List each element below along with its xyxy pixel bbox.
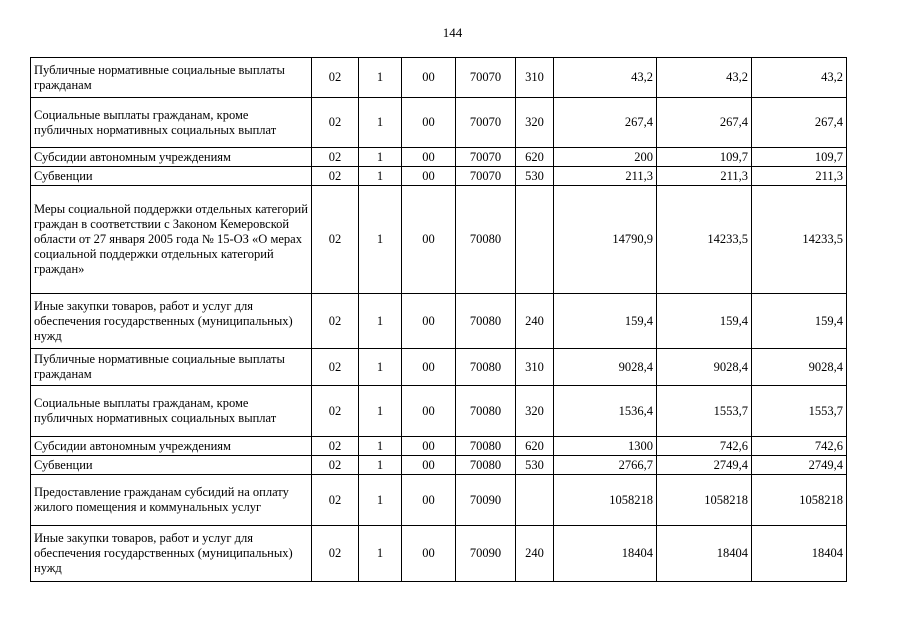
section-code-cell: 02	[312, 58, 359, 98]
direction-code-cell: 70090	[456, 526, 516, 582]
program-code-cell: 1	[359, 148, 402, 167]
amount-year-2-cell: 2749,4	[657, 456, 752, 475]
expense-type-cell: 530	[516, 167, 554, 186]
direction-code-cell: 70080	[456, 437, 516, 456]
amount-year-2-cell: 211,3	[657, 167, 752, 186]
expense-name-cell: Иные закупки товаров, работ и услуг для обеспечения государственных (муниципальных) нужд	[31, 526, 312, 582]
amount-year-2-cell: 159,4	[657, 294, 752, 349]
amount-year-1-cell: 211,3	[554, 167, 657, 186]
amount-year-2-cell: 43,2	[657, 58, 752, 98]
expense-name-cell: Иные закупки товаров, работ и услуг для обеспечения государственных (муниципальных) нужд	[31, 294, 312, 349]
subprogram-code-cell: 00	[402, 349, 456, 386]
amount-year-1-cell: 1300	[554, 437, 657, 456]
amount-year-1-cell: 9028,4	[554, 349, 657, 386]
direction-code-cell: 70080	[456, 186, 516, 294]
direction-code-cell: 70090	[456, 475, 516, 526]
table-row	[31, 294, 847, 349]
table-row	[31, 456, 847, 475]
amount-year-3-cell: 9028,4	[752, 349, 847, 386]
amount-year-3-cell: 18404	[752, 526, 847, 582]
program-code-cell: 1	[359, 58, 402, 98]
expense-name-cell: Социальные выплаты гражданам, кроме публичных нормативных социальных выплат	[31, 98, 312, 148]
amount-year-1-cell: 159,4	[554, 294, 657, 349]
expense-name-cell: Социальные выплаты гражданам, кроме публичных нормативных социальных выплат	[31, 386, 312, 437]
budget-table-body	[31, 58, 847, 582]
amount-year-1-cell: 14790,9	[554, 186, 657, 294]
amount-year-3-cell: 2749,4	[752, 456, 847, 475]
expense-type-cell: 320	[516, 386, 554, 437]
amount-year-2-cell: 14233,5	[657, 186, 752, 294]
direction-code-cell: 70070	[456, 98, 516, 148]
direction-code-cell: 70070	[456, 167, 516, 186]
expense-name-cell: Субвенции	[31, 456, 312, 475]
amount-year-1-cell: 1536,4	[554, 386, 657, 437]
amount-year-1-cell: 43,2	[554, 58, 657, 98]
amount-year-3-cell: 267,4	[752, 98, 847, 148]
table-row	[31, 386, 847, 437]
table-row	[31, 526, 847, 582]
amount-year-1-cell: 267,4	[554, 98, 657, 148]
expense-name-cell: Публичные нормативные социальные выплаты гражданам	[31, 58, 312, 98]
table-row	[31, 58, 847, 98]
expense-type-cell	[516, 186, 554, 294]
table-row	[31, 475, 847, 526]
expense-type-cell: 310	[516, 58, 554, 98]
expense-type-cell: 320	[516, 98, 554, 148]
table-row	[31, 148, 847, 167]
program-code-cell: 1	[359, 437, 402, 456]
program-code-cell: 1	[359, 167, 402, 186]
amount-year-3-cell: 159,4	[752, 294, 847, 349]
expense-type-cell: 620	[516, 148, 554, 167]
section-code-cell: 02	[312, 167, 359, 186]
amount-year-3-cell: 14233,5	[752, 186, 847, 294]
budget-table	[30, 57, 847, 582]
subprogram-code-cell: 00	[402, 526, 456, 582]
amount-year-2-cell: 742,6	[657, 437, 752, 456]
section-code-cell: 02	[312, 437, 359, 456]
direction-code-cell: 70080	[456, 349, 516, 386]
section-code-cell: 02	[312, 186, 359, 294]
amount-year-3-cell: 211,3	[752, 167, 847, 186]
amount-year-3-cell: 109,7	[752, 148, 847, 167]
table-row	[31, 167, 847, 186]
direction-code-cell: 70080	[456, 456, 516, 475]
direction-code-cell: 70080	[456, 294, 516, 349]
amount-year-3-cell: 1058218	[752, 475, 847, 526]
amount-year-3-cell: 1553,7	[752, 386, 847, 437]
expense-name-cell: Субвенции	[31, 167, 312, 186]
amount-year-1-cell: 18404	[554, 526, 657, 582]
direction-code-cell: 70080	[456, 386, 516, 437]
expense-type-cell: 620	[516, 437, 554, 456]
section-code-cell: 02	[312, 526, 359, 582]
expense-type-cell: 240	[516, 294, 554, 349]
expense-name-cell: Меры социальной поддержки отдельных категорий граждан в соответствии с Законом Кемеровской области от 27 января 2005 года № 15-ОЗ «О мерах социальной поддержки отдельных категорий граждан»	[31, 186, 312, 294]
expense-type-cell: 240	[516, 526, 554, 582]
subprogram-code-cell: 00	[402, 148, 456, 167]
amount-year-3-cell: 742,6	[752, 437, 847, 456]
expense-name-cell: Публичные нормативные социальные выплаты гражданам	[31, 349, 312, 386]
amount-year-1-cell: 2766,7	[554, 456, 657, 475]
direction-code-cell: 70070	[456, 148, 516, 167]
section-code-cell: 02	[312, 475, 359, 526]
amount-year-1-cell: 200	[554, 148, 657, 167]
expense-type-cell: 310	[516, 349, 554, 386]
subprogram-code-cell: 00	[402, 98, 456, 148]
expense-name-cell: Субсидии автономным учреждениям	[31, 148, 312, 167]
amount-year-2-cell: 1058218	[657, 475, 752, 526]
subprogram-code-cell: 00	[402, 437, 456, 456]
table-row	[31, 437, 847, 456]
subprogram-code-cell: 00	[402, 58, 456, 98]
amount-year-2-cell: 18404	[657, 526, 752, 582]
page-number: 144	[442, 25, 463, 40]
expense-type-cell: 530	[516, 456, 554, 475]
section-code-cell: 02	[312, 456, 359, 475]
subprogram-code-cell: 00	[402, 294, 456, 349]
amount-year-2-cell: 9028,4	[657, 349, 752, 386]
subprogram-code-cell: 00	[402, 456, 456, 475]
amount-year-1-cell: 1058218	[554, 475, 657, 526]
subprogram-code-cell: 00	[402, 186, 456, 294]
expense-name-cell: Предоставление гражданам субсидий на оплату жилого помещения и коммунальных услуг	[31, 475, 312, 526]
subprogram-code-cell: 00	[402, 167, 456, 186]
subprogram-code-cell: 00	[402, 475, 456, 526]
section-code-cell: 02	[312, 98, 359, 148]
expense-type-cell	[516, 475, 554, 526]
amount-year-3-cell: 43,2	[752, 58, 847, 98]
program-code-cell: 1	[359, 186, 402, 294]
section-code-cell: 02	[312, 349, 359, 386]
table-row	[31, 349, 847, 386]
section-code-cell: 02	[312, 294, 359, 349]
amount-year-2-cell: 1553,7	[657, 386, 752, 437]
subprogram-code-cell: 00	[402, 386, 456, 437]
direction-code-cell: 70070	[456, 58, 516, 98]
amount-year-2-cell: 267,4	[657, 98, 752, 148]
program-code-cell: 1	[359, 526, 402, 582]
program-code-cell: 1	[359, 456, 402, 475]
program-code-cell: 1	[359, 349, 402, 386]
section-code-cell: 02	[312, 386, 359, 437]
section-code-cell: 02	[312, 148, 359, 167]
program-code-cell: 1	[359, 294, 402, 349]
program-code-cell: 1	[359, 386, 402, 437]
amount-year-2-cell: 109,7	[657, 148, 752, 167]
table-row	[31, 98, 847, 148]
program-code-cell: 1	[359, 475, 402, 526]
program-code-cell: 1	[359, 98, 402, 148]
expense-name-cell: Субсидии автономным учреждениям	[31, 437, 312, 456]
table-row	[31, 186, 847, 294]
